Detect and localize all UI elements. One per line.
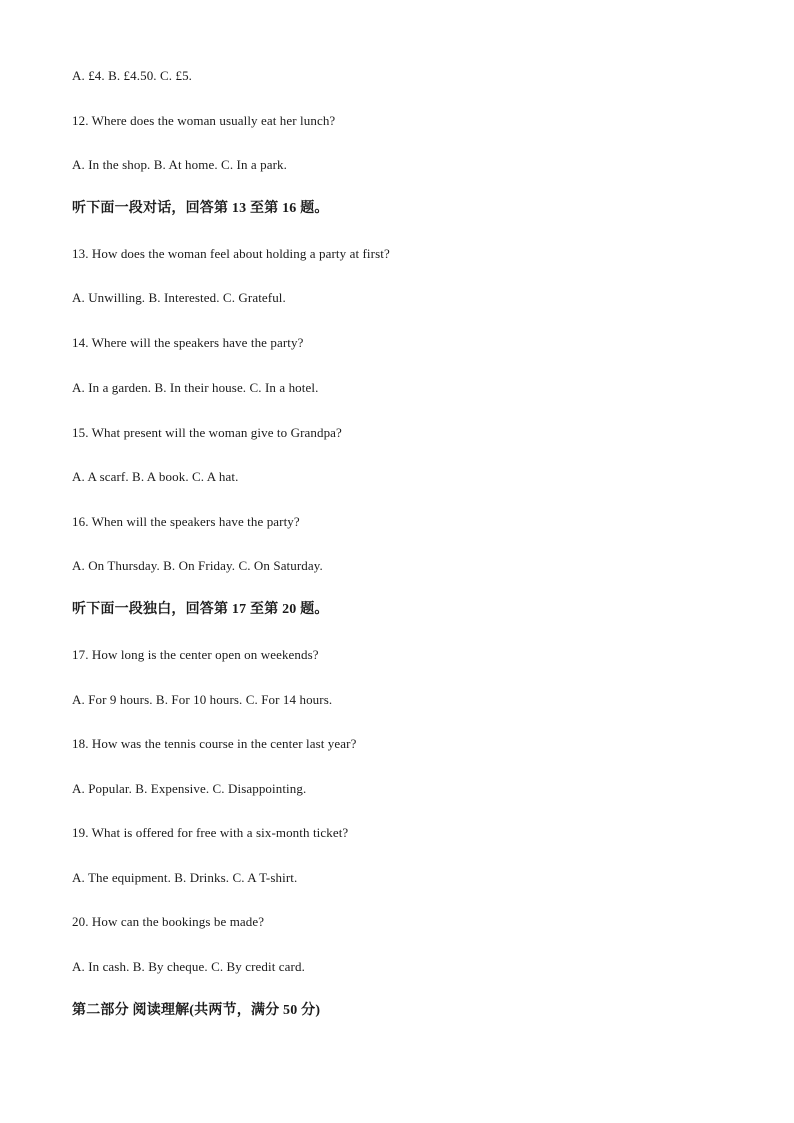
question-19: 19. What is offered for free with a six-month ticket? [72, 825, 349, 840]
option-line-q16: A. On Thursday. B. On Friday. C. On Saturday. [72, 558, 323, 573]
question-18: 18. How was the tennis course in the center last year? [72, 736, 357, 751]
option-line-q19: A. The equipment. B. Drinks. C. A T-shirt. [72, 870, 298, 885]
question-15: 15. What present will the woman give to Grandpa? [72, 425, 342, 440]
question-16: 16. When will the speakers have the party? [72, 514, 300, 529]
option-line-q18: A. Popular. B. Expensive. C. Disappointing. [72, 781, 307, 796]
question-14: 14. Where will the speakers have the party? [72, 335, 304, 350]
option-line-q11: A. £4. B. £4.50. C. £5. [72, 68, 193, 83]
question-12: 12. Where does the woman usually eat her lunch? [72, 113, 336, 128]
option-line-q20: A. In cash. B. By cheque. C. By credit card. [72, 959, 305, 974]
option-line-q14: A. In a garden. B. In their house. C. In a hotel. [72, 380, 319, 395]
question-20: 20. How can the bookings be made? [72, 914, 265, 929]
part-two-heading: 第二部分 阅读理解(共两节，满分 50 分) [72, 1003, 321, 1018]
section-heading-dialogue: 听下面一段对话，回答第 13 至第 16 题。 [72, 201, 329, 216]
question-13: 13. How does the woman feel about holding a party at first? [72, 246, 390, 261]
section-heading-monologue: 听下面一段独白，回答第 17 至第 20 题。 [72, 602, 329, 617]
option-line-q17: A. For 9 hours. B. For 10 hours. C. For 14 hours. [72, 692, 333, 707]
option-line-q13: A. Unwilling. B. Interested. C. Grateful. [72, 290, 286, 305]
question-17: 17. How long is the center open on weekends? [72, 647, 319, 662]
option-line-q15: A. A scarf. B. A book. C. A hat. [72, 469, 239, 484]
option-line-q12: A. In the shop. B. At home. C. In a park. [72, 157, 287, 172]
